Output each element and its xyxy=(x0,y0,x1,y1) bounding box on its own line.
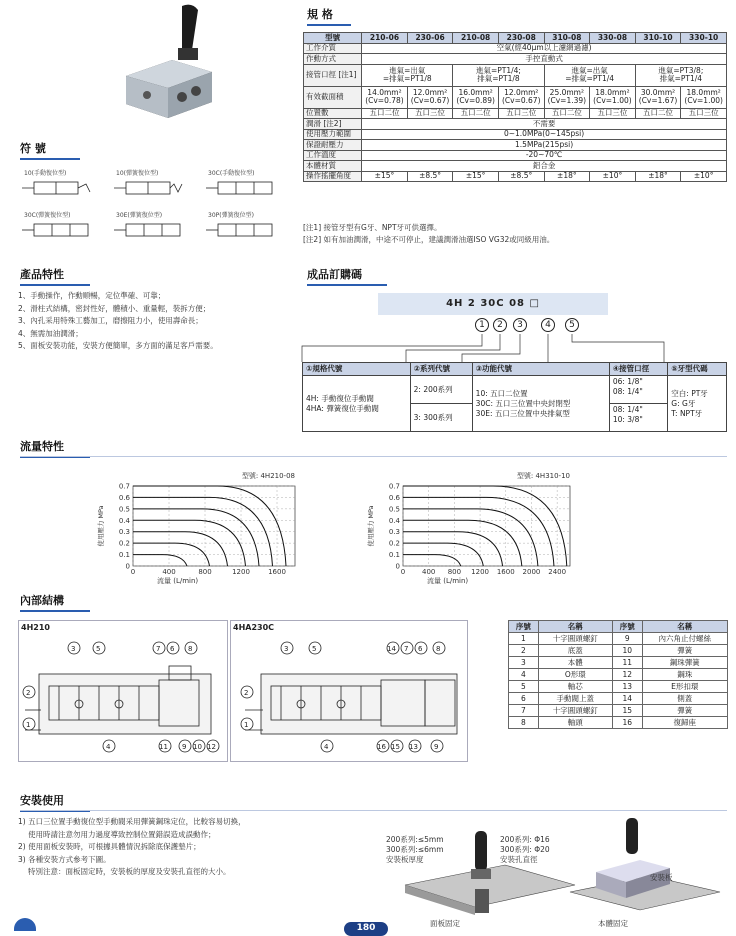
panel-mount-drawing xyxy=(385,815,585,925)
y-tick-label: 0 xyxy=(395,562,400,571)
body-mount-drawing xyxy=(560,812,730,922)
parts-cell: 8 xyxy=(509,717,539,729)
y-tick-label: 0.1 xyxy=(388,551,400,560)
spec-value: 12.0mm² (Cv=0.67) xyxy=(407,86,453,108)
page-number: 180 xyxy=(344,922,388,936)
svg-text:4: 4 xyxy=(106,743,111,751)
internal-heading: 內部結構 xyxy=(20,592,90,612)
section-drawing xyxy=(231,634,467,758)
svg-text:1: 1 xyxy=(26,721,31,729)
symbol-grid xyxy=(18,168,288,248)
order-cell: 3: 300系列 xyxy=(410,404,472,432)
order-num: 1 xyxy=(475,318,489,332)
spec-value: 1.5MPa(215psi) xyxy=(362,140,727,151)
y-tick-label: 0.4 xyxy=(118,516,130,525)
spec-header: 210-08 xyxy=(453,33,499,44)
series-line xyxy=(403,509,538,566)
order-cell: 10: 五口二位置 30C: 五口三位置中央封閉型 30E: 五口三位置中央排氣型 xyxy=(472,376,609,432)
svg-text:16: 16 xyxy=(377,743,386,751)
x-tick-label: 800 xyxy=(198,568,212,576)
x-tick-label: 1200 xyxy=(471,568,489,576)
order-cell: 08: 1/4" 10: 3/8" xyxy=(609,404,667,432)
chart-title: 型號: 4H210-08 xyxy=(241,472,295,480)
parts-cell: 軸芯 xyxy=(538,681,612,693)
x-tick-label: 1200 xyxy=(232,568,250,576)
parts-cell: 5 xyxy=(509,681,539,693)
spec-value: 18.0mm² (Cv=1.00) xyxy=(590,86,636,108)
spec-table xyxy=(303,32,727,182)
series-line xyxy=(403,532,503,566)
plate-thickness-200: 300系列:≤6mm xyxy=(386,845,444,854)
spec-header: 310-08 xyxy=(544,33,590,44)
svg-text:13: 13 xyxy=(409,743,418,751)
spec-label: 操作搖擺角度 xyxy=(304,171,362,182)
parts-row xyxy=(509,633,728,645)
spec-value: 進氣=出氣 =排氣=PT1/8 xyxy=(362,64,453,86)
spec-value: 12.0mm² (Cv=0.67) xyxy=(498,86,544,108)
spec-value: 五口三位 xyxy=(498,108,544,119)
feature-item: 3、內孔采用特殊工藝加工，磨擦阻力小，使用壽命長； xyxy=(18,316,203,325)
spec-header: 210-06 xyxy=(362,33,408,44)
series-line xyxy=(133,555,187,566)
spec-value: 五口二位 xyxy=(635,108,681,119)
parts-table xyxy=(508,620,728,729)
spec-value: 五口三位 xyxy=(590,108,636,119)
x-tick-label: 2000 xyxy=(522,568,541,576)
install-note: 2) 使用面板安裝時，可根據具體情況拆除底保護墊片； xyxy=(18,842,201,851)
spec-value: ±10° xyxy=(590,171,636,182)
parts-header: 名稱 xyxy=(538,621,612,633)
symbol-label: 30C(手動復位型) xyxy=(208,170,255,177)
spec-value: 0~1.0MPa(0~145psi) xyxy=(362,129,727,140)
y-axis-label: 使用壓力 MPa xyxy=(97,505,105,547)
spec-label: 工作介質 xyxy=(304,43,362,54)
order-leader-lines xyxy=(300,334,730,364)
parts-cell: 15 xyxy=(612,705,642,717)
svg-text:1: 1 xyxy=(244,721,249,729)
y-tick-label: 0.1 xyxy=(118,551,130,560)
parts-header: 名稱 xyxy=(642,621,727,633)
spec-label: 使用壓力範圍 xyxy=(304,129,362,140)
x-tick-label: 400 xyxy=(422,568,436,576)
spec-label: 作動方式 xyxy=(304,54,362,65)
order-cell: 2: 200系列 xyxy=(410,376,472,404)
spec-value: ±15° xyxy=(362,171,408,182)
parts-cell: 十字圓頭螺釘 xyxy=(538,705,612,717)
spec-value: 14.0mm² (Cv=0.78) xyxy=(362,86,408,108)
parts-row xyxy=(509,669,728,681)
spec-value: 手控直動式 xyxy=(362,54,727,65)
parts-cell: 彈簧 xyxy=(642,705,727,717)
x-axis-label: 流量 (L/min) xyxy=(427,577,469,585)
spec-value: ±8.5° xyxy=(498,171,544,182)
y-tick-label: 0.6 xyxy=(118,493,130,502)
order-header: ④接管口徑 xyxy=(609,363,667,376)
x-tick-label: 2400 xyxy=(548,568,567,576)
y-tick-label: 0.3 xyxy=(118,528,130,537)
parts-cell: 9 xyxy=(612,633,642,645)
spec-value: 進氣=PT3/8; 排氣=PT1/4 xyxy=(635,64,726,86)
symbol-label: 10(彈簧復位型) xyxy=(116,170,159,177)
svg-text:9: 9 xyxy=(182,743,187,751)
parts-header: 序號 xyxy=(509,621,539,633)
svg-text:3: 3 xyxy=(71,645,76,653)
symbol-label: 30C(彈簧復位型) xyxy=(24,212,71,219)
spec-value: ±18° xyxy=(635,171,681,182)
flow-chart-4h310 xyxy=(365,470,580,588)
y-tick-label: 0.2 xyxy=(388,539,400,548)
order-code-numbers xyxy=(475,318,595,334)
spec-label: 位置數 xyxy=(304,108,362,119)
parts-cell: 彈簧 xyxy=(642,645,727,657)
internal-4h210-panel xyxy=(18,620,228,762)
order-cell: 空白: PT牙 G: G牙 T: NPT牙 xyxy=(668,376,727,432)
x-tick-label: 1600 xyxy=(268,568,286,576)
symbol-label: 30P(彈簧復位型) xyxy=(208,212,254,219)
parts-cell: 10 xyxy=(612,645,642,657)
svg-text:10: 10 xyxy=(193,743,202,751)
x-tick-label: 400 xyxy=(162,568,176,576)
parts-cell: 4 xyxy=(509,669,539,681)
spec-value: ±10° xyxy=(681,171,727,182)
x-tick-label: 0 xyxy=(400,568,406,576)
spec-header: 230-06 xyxy=(407,33,453,44)
internal-label: 4H210 xyxy=(21,623,50,632)
internal-4ha230c-panel xyxy=(230,620,468,762)
parts-row xyxy=(509,645,728,657)
y-tick-label: 0.3 xyxy=(388,528,400,537)
install-heading: 安裝使用 xyxy=(20,792,90,812)
install-note: 1) 五口三位置手動復位型手動閥采用彈簧鋼珠定位，比較容易切換， xyxy=(18,817,246,826)
order-cell: 06: 1/8" 08: 1/4" xyxy=(609,376,667,404)
spec-label: 保證耐壓力 xyxy=(304,140,362,151)
parts-cell: 復歸座 xyxy=(642,717,727,729)
x-tick-label: 800 xyxy=(447,568,462,576)
parts-cell: 7 xyxy=(509,705,539,717)
y-axis-label: 使用壓力 MPa xyxy=(367,505,375,547)
feature-item: 2、滑柱式結構，密封性好，體積小、重量輕，裝拆方便； xyxy=(18,303,211,313)
section-drawing xyxy=(19,634,227,758)
spec-value: 18.0mm² (Cv=1.00) xyxy=(681,86,727,108)
parts-cell: 鋼珠彈簧 xyxy=(642,657,727,669)
spec-label: 接管口徑 [注1] xyxy=(304,64,362,86)
order-num: 3 xyxy=(513,318,527,332)
parts-cell: 2 xyxy=(509,645,539,657)
feature-item: 1、手動操作，作動順暢，定位準確、可靠； xyxy=(18,291,166,300)
spec-value: ±8.5° xyxy=(407,171,453,182)
spec-value: 五口三位 xyxy=(407,108,453,119)
order-num: 5 xyxy=(565,318,579,332)
install-notes xyxy=(18,816,318,879)
ordering-heading: 成品訂購碼 xyxy=(307,266,387,286)
y-tick-label: 0.2 xyxy=(118,539,130,548)
parts-cell: 側蓋 xyxy=(642,693,727,705)
spec-header: 230-08 xyxy=(498,33,544,44)
plot-frame xyxy=(403,486,570,566)
parts-cell: 6 xyxy=(509,693,539,705)
spec-label: 潤滑 [注2] xyxy=(304,119,362,130)
footer-tab xyxy=(14,918,36,931)
svg-text:6: 6 xyxy=(418,645,423,653)
spec-value: ±18° xyxy=(544,171,590,182)
internal-label: 4HA230C xyxy=(233,623,275,632)
spec-note-2: [注2] 如有加油潤滑，中途不可停止，建議潤滑油選ISO VG32或同級用油。 xyxy=(303,235,555,244)
spec-value: ±15° xyxy=(453,171,499,182)
order-num: 2 xyxy=(493,318,507,332)
svg-text:8: 8 xyxy=(436,645,441,653)
features-list xyxy=(18,290,293,353)
svg-text:2: 2 xyxy=(26,689,31,697)
order-code: 4H 2 30C 08 □ xyxy=(378,293,608,315)
parts-row xyxy=(509,717,728,729)
order-table xyxy=(302,362,727,432)
spec-value: 五口三位 xyxy=(681,108,727,119)
svg-text:5: 5 xyxy=(312,645,317,653)
hole-diameter-200: 200系列: Φ16 xyxy=(500,835,550,844)
product-photo xyxy=(112,2,222,120)
hole-diameter-300: 300系列: Φ20 xyxy=(500,845,550,854)
parts-cell: O形環 xyxy=(538,669,612,681)
spec-header: 330-08 xyxy=(590,33,636,44)
x-axis-label: 流量 (L/min) xyxy=(157,577,199,585)
y-tick-label: 0.5 xyxy=(118,505,130,514)
series-line xyxy=(133,532,228,566)
symbol-label: 30E(彈簧復位型) xyxy=(116,212,163,219)
svg-text:14: 14 xyxy=(387,645,396,653)
spec-header: 310-10 xyxy=(635,33,681,44)
y-tick-label: 0.6 xyxy=(388,493,400,502)
svg-text:9: 9 xyxy=(434,743,439,751)
spec-value: 五口二位 xyxy=(453,108,499,119)
flow-heading: 流量特性 xyxy=(20,438,90,458)
hole-diameter-label: 安裝孔直徑 xyxy=(500,855,538,864)
svg-text:12: 12 xyxy=(207,743,216,751)
svg-text:6: 6 xyxy=(170,645,175,653)
parts-cell: 十字圓頭螺釘 xyxy=(538,633,612,645)
x-tick-label: 1600 xyxy=(496,568,515,576)
spec-value: 進氣=PT1/4; 排氣=PT1/8 xyxy=(453,64,544,86)
series-line xyxy=(403,486,567,566)
y-tick-label: 0.4 xyxy=(388,516,400,525)
order-num: 4 xyxy=(541,318,555,332)
mount-plate-label: 安裝板 xyxy=(650,873,673,882)
parts-header: 序號 xyxy=(612,621,642,633)
order-header: ①規格代號 xyxy=(303,363,411,376)
spec-label: 本體材質 xyxy=(304,161,362,172)
spec-value: 空氣(經40μm以上濾網過濾) xyxy=(362,43,727,54)
spec-header: 型號 xyxy=(304,33,362,44)
parts-cell: 12 xyxy=(612,669,642,681)
x-tick-label: 0 xyxy=(130,568,136,576)
feature-item: 4、無需加油潤滑； xyxy=(18,328,83,338)
plate-thickness-300: 200系列:≤5mm xyxy=(386,835,444,844)
parts-cell: 手動閥上蓋 xyxy=(538,693,612,705)
spec-value: 進氣=出氣 =排氣=PT1/4 xyxy=(544,64,635,86)
install-note: 使用時請注意勿用力過度導致控制位置錯誤造成誤動作； xyxy=(28,829,216,839)
svg-text:7: 7 xyxy=(404,645,409,653)
parts-cell: 11 xyxy=(612,657,642,669)
parts-cell: 1 xyxy=(509,633,539,645)
flow-chart-4h210 xyxy=(95,470,305,588)
caption-body-mount: 本體固定 xyxy=(598,919,628,928)
svg-text:4: 4 xyxy=(324,743,329,751)
svg-text:11: 11 xyxy=(159,743,168,751)
parts-row xyxy=(509,693,728,705)
spec-value: 鋁合金 xyxy=(362,161,727,172)
feature-item: 5、面板安裝功能，安裝方便簡單，多方面的滿足客戶需要。 xyxy=(18,341,218,350)
y-tick-label: 0.7 xyxy=(388,482,400,491)
parts-cell: 本體 xyxy=(538,657,612,669)
y-tick-label: 0 xyxy=(125,562,130,571)
parts-cell: 軸頭 xyxy=(538,717,612,729)
spec-value: 25.0mm² (Cv=1.39) xyxy=(544,86,590,108)
spec-value: 16.0mm² (Cv=0.89) xyxy=(453,86,499,108)
spec-header: 330-10 xyxy=(681,33,727,44)
parts-cell: 內六角止付螺絲 xyxy=(642,633,727,645)
svg-text:2: 2 xyxy=(244,689,249,697)
order-header: ②系列代號 xyxy=(410,363,472,376)
svg-text:7: 7 xyxy=(156,645,161,653)
spec-value: -20~70℃ xyxy=(362,150,727,161)
svg-text:15: 15 xyxy=(391,743,400,751)
svg-text:8: 8 xyxy=(188,645,193,653)
y-tick-label: 0.7 xyxy=(118,482,130,491)
valve-symbols xyxy=(18,176,288,248)
spec-heading: 規 格 xyxy=(307,6,351,26)
parts-row xyxy=(509,705,728,717)
parts-row xyxy=(509,681,728,693)
parts-cell: 3 xyxy=(509,657,539,669)
parts-cell: E形扣環 xyxy=(642,681,727,693)
order-header: ③功能代號 xyxy=(472,363,609,376)
install-note: 3) 各種安裝方式參考下圖。 xyxy=(18,854,111,864)
symbol-label: 10(手動復位型) xyxy=(24,170,67,177)
parts-cell: 底蓋 xyxy=(538,645,612,657)
spec-value: 不需要 xyxy=(362,119,727,130)
plate-thickness-label: 安裝板厚度 xyxy=(386,855,424,864)
svg-text:3: 3 xyxy=(284,645,289,653)
features-heading: 產品特性 xyxy=(20,266,90,286)
order-cell: 4H: 手動復位手動閥 4HA: 彈簧復位手動閥 xyxy=(303,376,411,432)
spec-label: 工作溫度 xyxy=(304,150,362,161)
spec-value: 五口二位 xyxy=(544,108,590,119)
spec-value: 五口二位 xyxy=(362,108,408,119)
parts-cell: 14 xyxy=(612,693,642,705)
chart-title: 型號: 4H310-10 xyxy=(516,472,570,480)
spec-value: 30.0mm² (Cv=1.67) xyxy=(635,86,681,108)
svg-text:5: 5 xyxy=(96,645,101,653)
symbol-heading: 符 號 xyxy=(20,140,80,160)
y-tick-label: 0.5 xyxy=(388,505,400,514)
parts-cell: 鋼珠 xyxy=(642,669,727,681)
parts-cell: 16 xyxy=(612,717,642,729)
caption-panel-mount: 面板固定 xyxy=(430,919,460,928)
order-header: ⑤牙型代碼 xyxy=(668,363,727,376)
spec-note-1: [注1] 接管牙型有G牙、NPT牙可供選擇。 xyxy=(303,223,442,232)
series-line xyxy=(403,555,461,566)
series-line xyxy=(133,509,259,566)
install-note: 特別注意：面板固定時，安裝板的厚度及安裝孔直徑的大小。 xyxy=(28,867,231,876)
parts-cell: 13 xyxy=(612,681,642,693)
spec-label: 有效截面積 xyxy=(304,86,362,108)
parts-row xyxy=(509,657,728,669)
